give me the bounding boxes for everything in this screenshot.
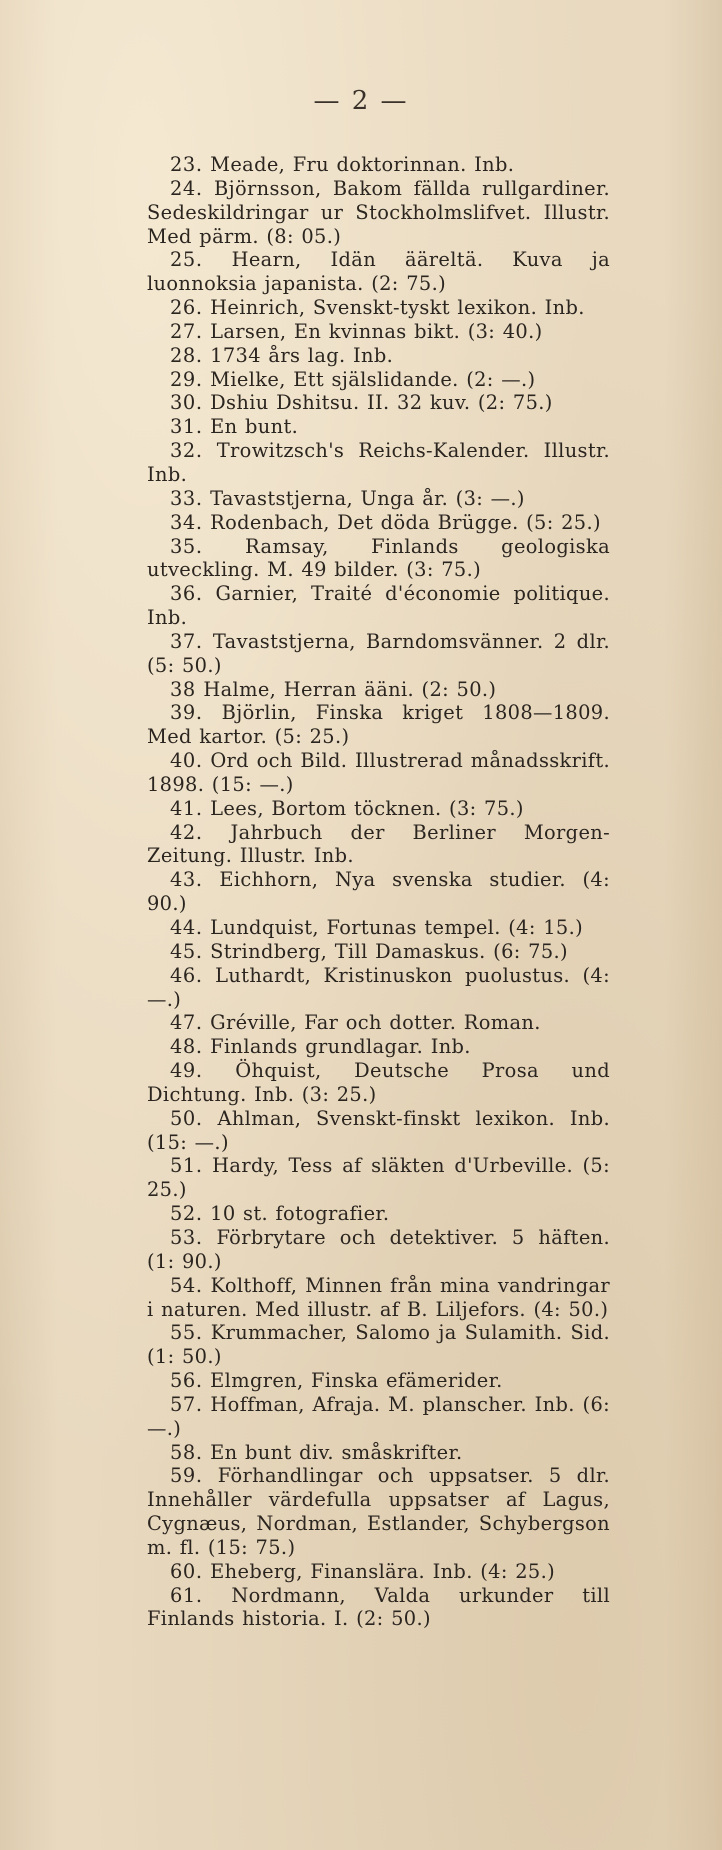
- entry-number: 38: [170, 677, 196, 701]
- catalogue-entry: [147, 1441, 610, 1465]
- entry-text: Heinrich, Svenskt-tyskt lexikon. Inb.: [210, 296, 585, 320]
- entry-text: Finlands grundlagar. Inb.: [210, 1035, 471, 1059]
- entry-number: 50.: [170, 1106, 203, 1130]
- catalogue-entry: [147, 821, 610, 869]
- catalogue-entry: [147, 797, 610, 821]
- catalogue-entry: [147, 415, 610, 439]
- entry-text: Ahlman, Svenskt-finskt lexikon. Inb. (15: —.): [147, 1106, 611, 1154]
- entry-number: 51.: [170, 1154, 203, 1178]
- entry-text: Elmgren, Finska efämerider.: [210, 1369, 503, 1393]
- entry-text: 10 st. fotografier.: [210, 1202, 390, 1226]
- entry-text: Garnier, Traité d'économie politique. Inb.: [147, 582, 610, 630]
- catalogue-entry: [147, 296, 610, 320]
- catalogue-entry: [147, 153, 610, 177]
- catalogue-entry: [147, 1464, 610, 1559]
- entry-number: 53.: [170, 1225, 203, 1249]
- catalogue-entry: [147, 868, 610, 916]
- catalogue-entry: [147, 582, 610, 630]
- page-number: — 2 —: [313, 86, 409, 116]
- catalogue-entry: [147, 439, 610, 487]
- entry-text: En bunt div. småskrifter.: [210, 1440, 463, 1464]
- entry-number: 58.: [170, 1440, 203, 1464]
- catalogue-list: [147, 153, 610, 1631]
- entry-number: 55.: [170, 1321, 203, 1345]
- entry-number: 32.: [170, 439, 203, 463]
- catalogue-entry: [147, 1011, 610, 1035]
- catalogue-entry: [147, 1107, 610, 1155]
- catalogue-entry: [147, 940, 610, 964]
- entry-text: Lees, Bortom töcknen. (3: 75.): [210, 796, 524, 820]
- entry-text: Luthardt, Kristinuskon puolustus. (4: —.): [147, 963, 611, 1011]
- catalogue-entry: [147, 630, 610, 678]
- entry-text: Nordmann, Valda urkunder till Finlands historia. I. (2: 50.): [147, 1583, 610, 1631]
- entry-number: 42.: [170, 820, 203, 844]
- entry-text: En bunt.: [210, 415, 299, 439]
- entry-text: Meade, Fru doktorinnan. Inb.: [210, 153, 515, 176]
- catalogue-entry: [147, 1393, 610, 1441]
- catalogue-entry: [147, 1226, 610, 1274]
- entry-text: Hoffman, Afraja. M. planscher. Inb. (6: —.): [147, 1392, 611, 1440]
- entry-text: Trowitzsch's Reichs-Kalender. Illustr. Inb.: [147, 439, 610, 486]
- entry-text: Gréville, Far och dotter. Roman.: [210, 1011, 541, 1035]
- catalogue-entry: [147, 678, 610, 702]
- entry-number: 54.: [170, 1273, 203, 1297]
- entry-text: Björnsson, Bakom fällda rullgardiner. Sedeskildringar ur Stockholmslifvet. Illustr. Med pärm. (8: 05.): [147, 176, 611, 248]
- entry-number: 28.: [170, 343, 203, 367]
- catalogue-entry: [147, 248, 610, 296]
- entry-number: 24.: [170, 176, 203, 200]
- entry-number: 29.: [170, 367, 203, 391]
- entry-text: Förbrytare och detektiver. 5 häften. (1: 90.): [147, 1225, 610, 1273]
- entry-number: 25.: [170, 248, 203, 272]
- entry-text: Lundquist, Fortunas tempel. (4: 15.): [210, 916, 584, 939]
- catalogue-entry: [147, 1321, 610, 1369]
- entry-number: 48.: [170, 1035, 203, 1059]
- entry-text: Mielke, Ett själslidande. (2: —.): [210, 367, 536, 391]
- entry-text: Ord och Bild. Illustrerad månadsskrift. 1898. (15: —.): [147, 749, 610, 796]
- entry-text: Hardy, Tess af släkten d'Urbeville. (5: 25.): [147, 1154, 610, 1202]
- catalogue-entry: [147, 391, 610, 415]
- catalogue-entry: [147, 344, 610, 368]
- catalogue-entry: [147, 964, 610, 1012]
- entry-number: 44.: [170, 916, 203, 939]
- entry-number: 30.: [170, 391, 203, 415]
- catalogue-entry: [147, 916, 610, 940]
- entry-number: 33.: [170, 486, 203, 510]
- catalogue-entry: [147, 1584, 610, 1632]
- entry-text: Strindberg, Till Damaskus. (6: 75.): [210, 939, 568, 963]
- catalogue-entry: [147, 177, 610, 249]
- catalogue-entry: [147, 1202, 610, 1226]
- entry-number: 40.: [170, 749, 203, 773]
- entry-number: 60.: [170, 1559, 203, 1583]
- entry-number: 52.: [170, 1202, 203, 1226]
- catalogue-entry: [147, 749, 610, 797]
- entry-number: 43.: [170, 868, 203, 892]
- entry-number: 23.: [170, 153, 203, 176]
- catalogue-entry: [147, 1154, 610, 1202]
- catalogue-entry: [147, 1059, 610, 1107]
- entry-number: 36.: [170, 582, 203, 606]
- catalogue-entry: [147, 1035, 610, 1059]
- entry-text: Förhandlingar och uppsatser. 5 dlr. Innehåller värdefulla uppsatser af Lagus, Cygnæus, Nordman, Estlander, Schybergson m. fl. (15: 75.): [147, 1464, 610, 1559]
- entry-number: 61.: [170, 1583, 203, 1607]
- catalogue-entry: [147, 511, 610, 535]
- entry-text: Kolthoff, Minnen från mina vandringar i naturen. Med illustr. af B. Liljefors. (4: 50.): [147, 1273, 610, 1321]
- entry-number: 41.: [170, 796, 203, 820]
- entry-number: 45.: [170, 939, 203, 963]
- entry-text: Hearn, Idän ääreltä. Kuva ja luonnoksia japanista. (2: 75.): [147, 248, 610, 296]
- entry-number: 56.: [170, 1369, 203, 1393]
- entry-number: 39.: [170, 701, 203, 725]
- entry-number: 27.: [170, 319, 203, 343]
- entry-text: Eichhorn, Nya svenska studier. (4: 90.): [147, 868, 611, 916]
- entry-text: Ramsay, Finlands geologiska utveckling. M. 49 bilder. (3: 75.): [147, 534, 610, 582]
- catalogue-entry: [147, 320, 610, 344]
- entry-text: Tavaststjerna, Unga år. (3: —.): [210, 486, 525, 510]
- entry-text: Björlin, Finska kriget 1808—1809. Med kartor. (5: 25.): [147, 701, 611, 749]
- entry-text: Larsen, En kvinnas bikt. (3: 40.): [210, 319, 543, 343]
- entry-number: 47.: [170, 1011, 203, 1035]
- entry-number: 26.: [170, 296, 203, 320]
- catalogue-entry: [147, 701, 610, 749]
- entry-text: Rodenbach, Det döda Brügge. (5: 25.): [210, 510, 601, 534]
- catalogue-entry: [147, 1274, 610, 1322]
- entry-number: 35.: [170, 534, 203, 558]
- catalogue-entry: [147, 1369, 610, 1393]
- entry-text: Öhquist, Deutsche Prosa und Dichtung. Inb. (3: 25.): [147, 1059, 610, 1106]
- catalogue-entry: [147, 1560, 610, 1584]
- entry-text: Halme, Herran ääni. (2: 50.): [203, 677, 497, 701]
- entry-number: 59.: [170, 1464, 203, 1488]
- entry-number: 34.: [170, 510, 203, 534]
- entry-number: 46.: [170, 963, 203, 987]
- catalogue-entry: [147, 535, 610, 583]
- catalogue-entry: [147, 368, 610, 392]
- entry-text: Krummacher, Salomo ja Sulamith. Sid. (1: 50.): [147, 1321, 610, 1369]
- entry-number: 37.: [170, 629, 203, 653]
- entry-number: 57.: [170, 1392, 203, 1416]
- entry-text: Dshiu Dshitsu. II. 32 kuv. (2: 75.): [210, 391, 553, 415]
- entry-number: 31.: [170, 415, 203, 439]
- entry-text: Jahrbuch der Berliner Morgen-Zeitung. Illustr. Inb.: [147, 820, 611, 868]
- entry-text: 1734 års lag. Inb.: [210, 343, 394, 367]
- entry-text: Eheberg, Finanslära. Inb. (4: 25.): [210, 1559, 556, 1583]
- entry-number: 49.: [170, 1059, 203, 1083]
- entry-text: Tavaststjerna, Barndomsvänner. 2 dlr. (5: 50.): [147, 629, 610, 677]
- catalogue-entry: [147, 487, 610, 511]
